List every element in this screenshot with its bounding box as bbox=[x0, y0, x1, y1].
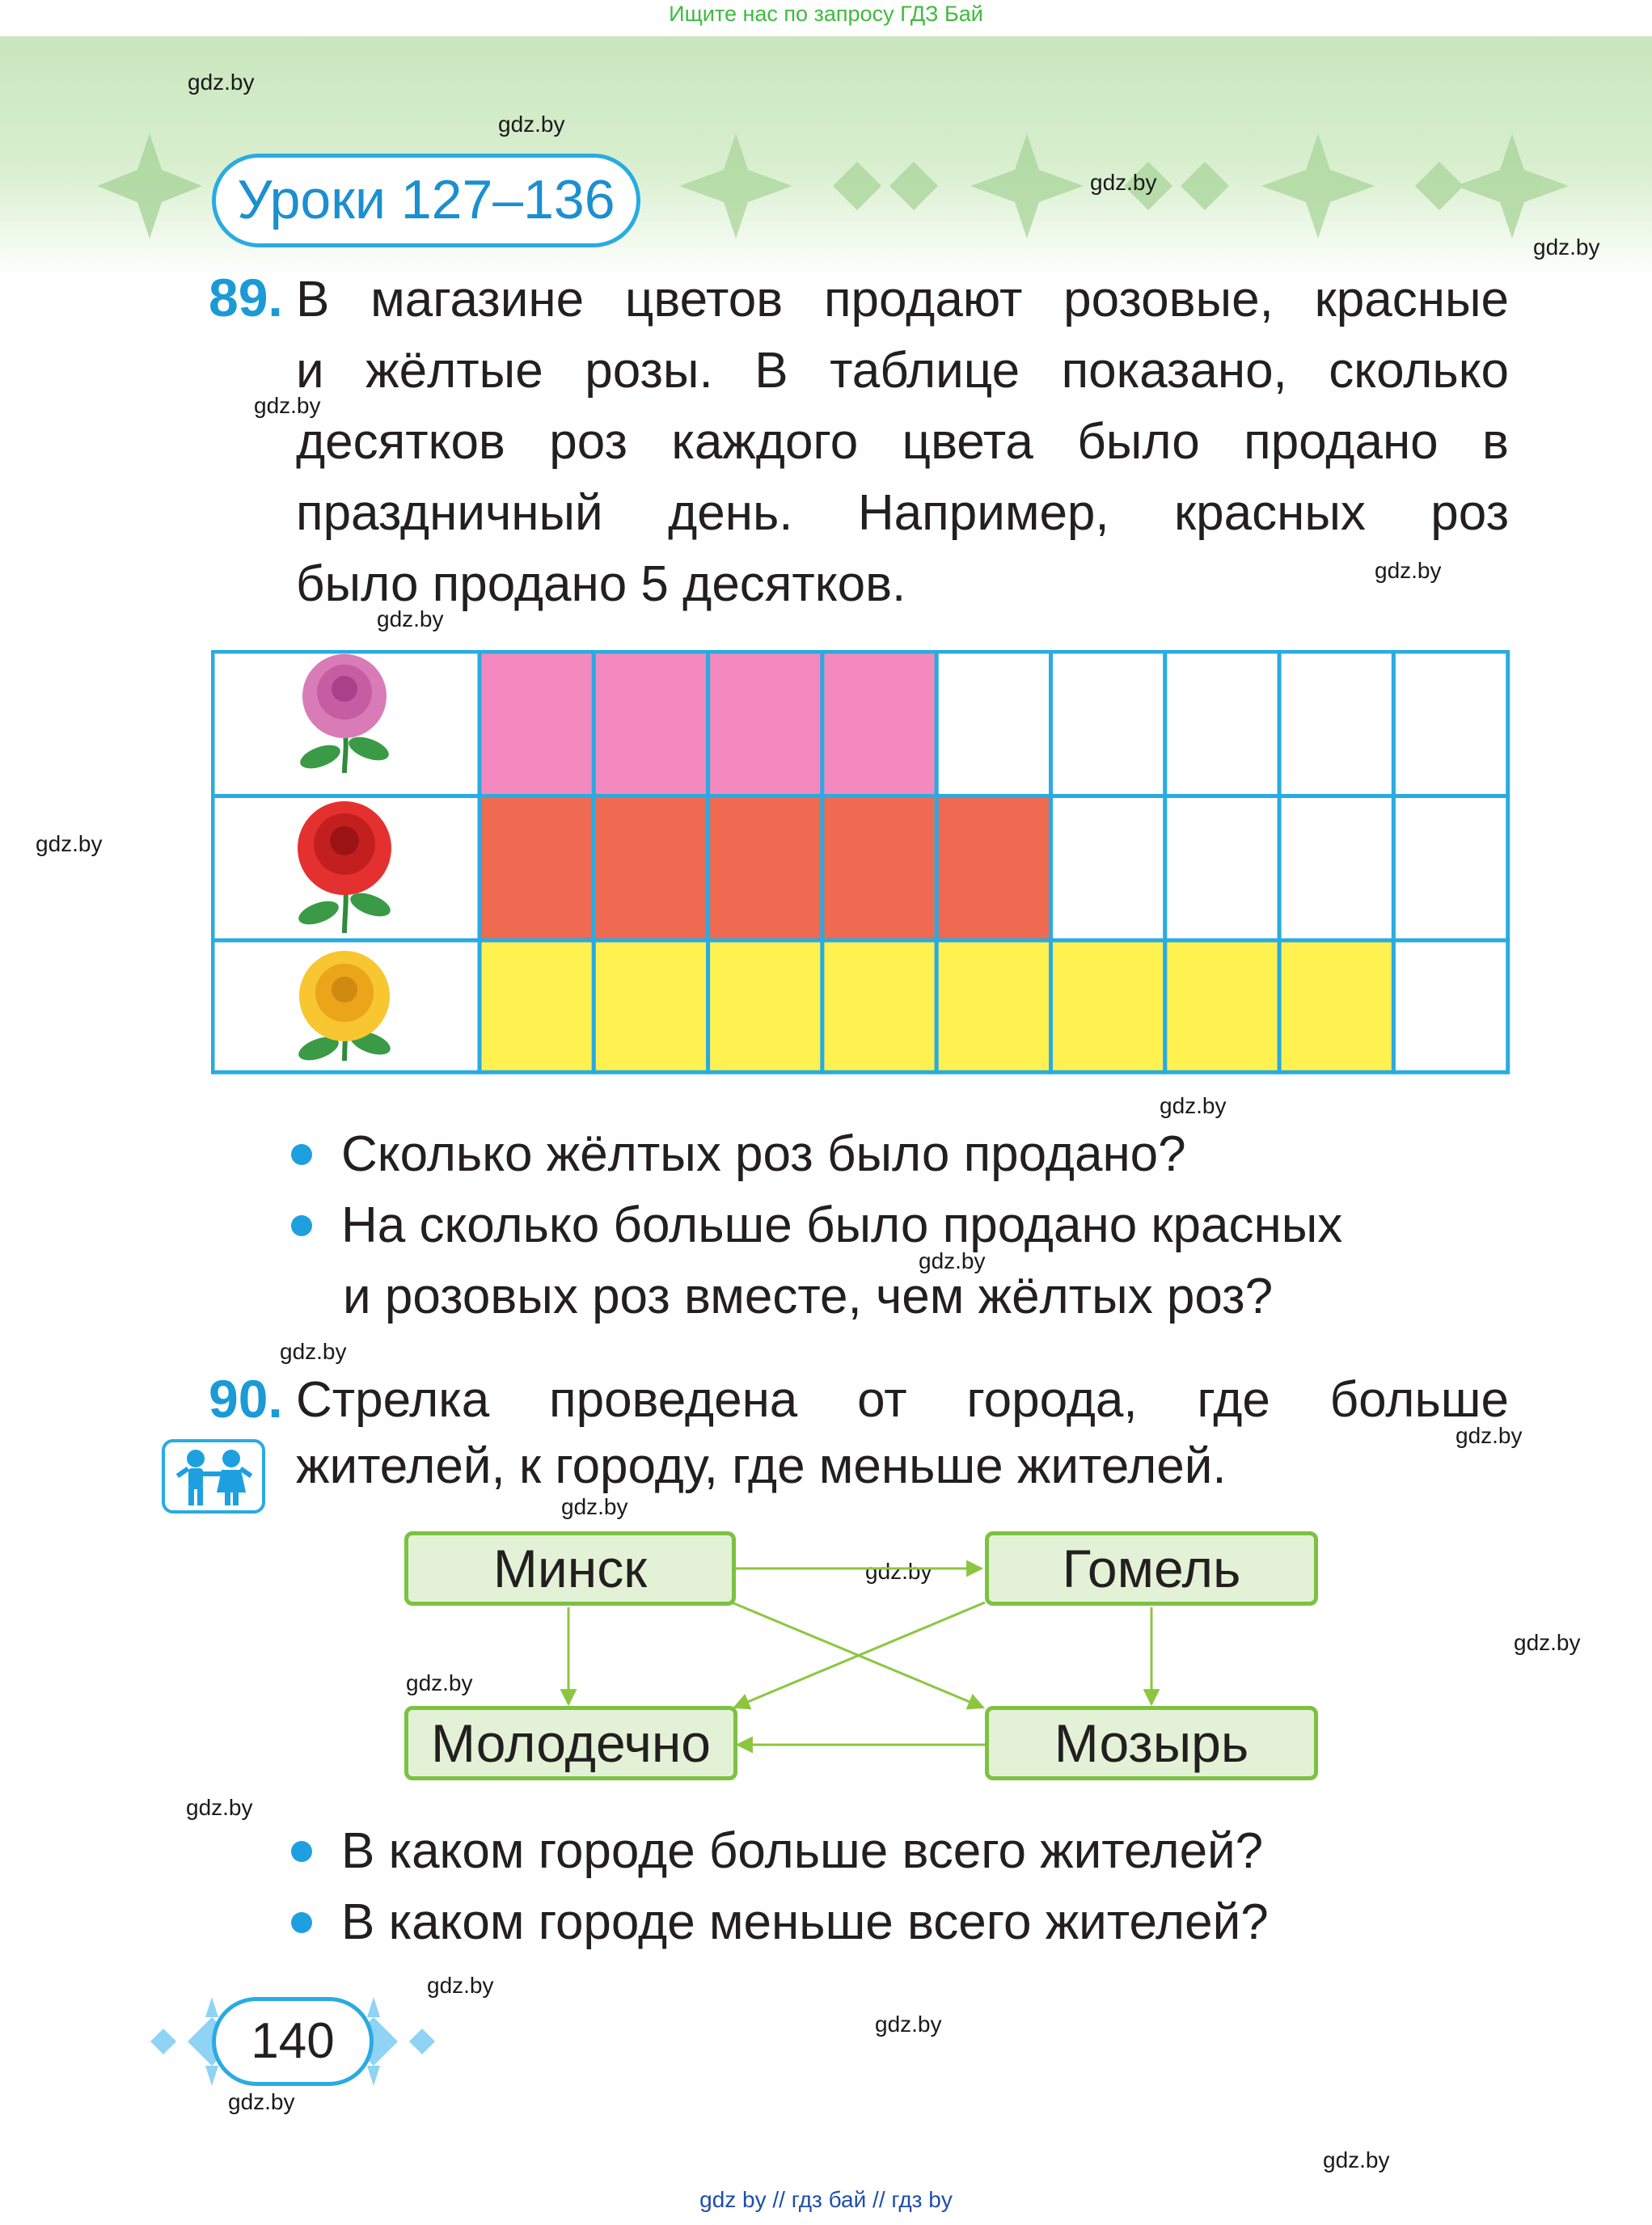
task-89-line-5: было продано 5 десятков. bbox=[296, 556, 906, 612]
bullet bbox=[291, 1841, 312, 1862]
watermark: gdz.by bbox=[228, 2089, 295, 2114]
task-89-line-3: десятков роз каждого цвета было продано в bbox=[296, 414, 1509, 470]
watermark: gdz.by bbox=[875, 2012, 942, 2037]
question-90-2: В каком городе меньше всего жителей? bbox=[291, 1887, 1269, 1958]
page-number: 140 bbox=[212, 1997, 374, 2086]
watermark: gdz.by bbox=[919, 1248, 986, 1273]
question-89-2-cont: и розовых роз вместе, чем жёлтых роз? bbox=[343, 1269, 1274, 1324]
lesson-title: Уроки 127–136 bbox=[212, 154, 640, 247]
search-prompt[interactable]: Ищите нас по запросу ГДЗ Бай bbox=[669, 2, 983, 26]
bullet bbox=[291, 1912, 312, 1933]
task-89-line-2: и жёлтые розы. В таблице показано, сколько bbox=[296, 343, 1509, 399]
question-90-1: В каком городе больше всего жителей? bbox=[291, 1816, 1263, 1887]
watermark: gdz.by bbox=[561, 1494, 628, 1519]
watermark: gdz.by bbox=[36, 831, 103, 856]
footer-links[interactable]: gdz by // гдз бай // гдз by bbox=[699, 2187, 953, 2212]
question-89-1: Сколько жёлтых роз было продано? bbox=[291, 1119, 1186, 1190]
watermark: gdz.by bbox=[1090, 170, 1157, 195]
city-gomel: Гомель bbox=[985, 1531, 1318, 1606]
watermark: gdz.by bbox=[1160, 1093, 1227, 1118]
city-molodechno: Молодечно bbox=[404, 1706, 737, 1780]
watermark: gdz.by bbox=[406, 1670, 473, 1695]
task-89-line-4: праздничный день. Например, красных роз bbox=[296, 485, 1509, 541]
task-89-line-1: В магазине цветов продают розовые, красные bbox=[296, 272, 1509, 327]
city-minsk: Минск bbox=[404, 1531, 736, 1606]
task-90-line-2: жителей, к городу, где меньше жителей. bbox=[296, 1438, 1227, 1494]
watermark: gdz.by bbox=[1375, 558, 1442, 583]
watermark: gdz.by bbox=[377, 606, 444, 631]
question-89-2: На сколько больше было продано красных bbox=[291, 1190, 1342, 1261]
watermark: gdz.by bbox=[1323, 2147, 1390, 2172]
watermark: gdz.by bbox=[280, 1339, 347, 1364]
watermark: gdz.by bbox=[1533, 234, 1600, 260]
watermark: gdz.by bbox=[254, 393, 321, 418]
watermark: gdz.by bbox=[498, 112, 565, 137]
watermark: gdz.by bbox=[427, 1973, 494, 1998]
task-number-90: 90. bbox=[209, 1369, 283, 1429]
watermark: gdz.by bbox=[1514, 1630, 1581, 1655]
city-mozyr: Мозырь bbox=[985, 1706, 1318, 1780]
task-90-line-1: Стрелка проведена от города, где больше bbox=[296, 1372, 1509, 1428]
watermark: gdz.by bbox=[186, 1795, 253, 1820]
watermark: gdz.by bbox=[865, 1559, 932, 1584]
task-number-89: 89. bbox=[209, 268, 283, 327]
watermark: gdz.by bbox=[188, 70, 255, 95]
watermark: gdz.by bbox=[1456, 1423, 1523, 1448]
